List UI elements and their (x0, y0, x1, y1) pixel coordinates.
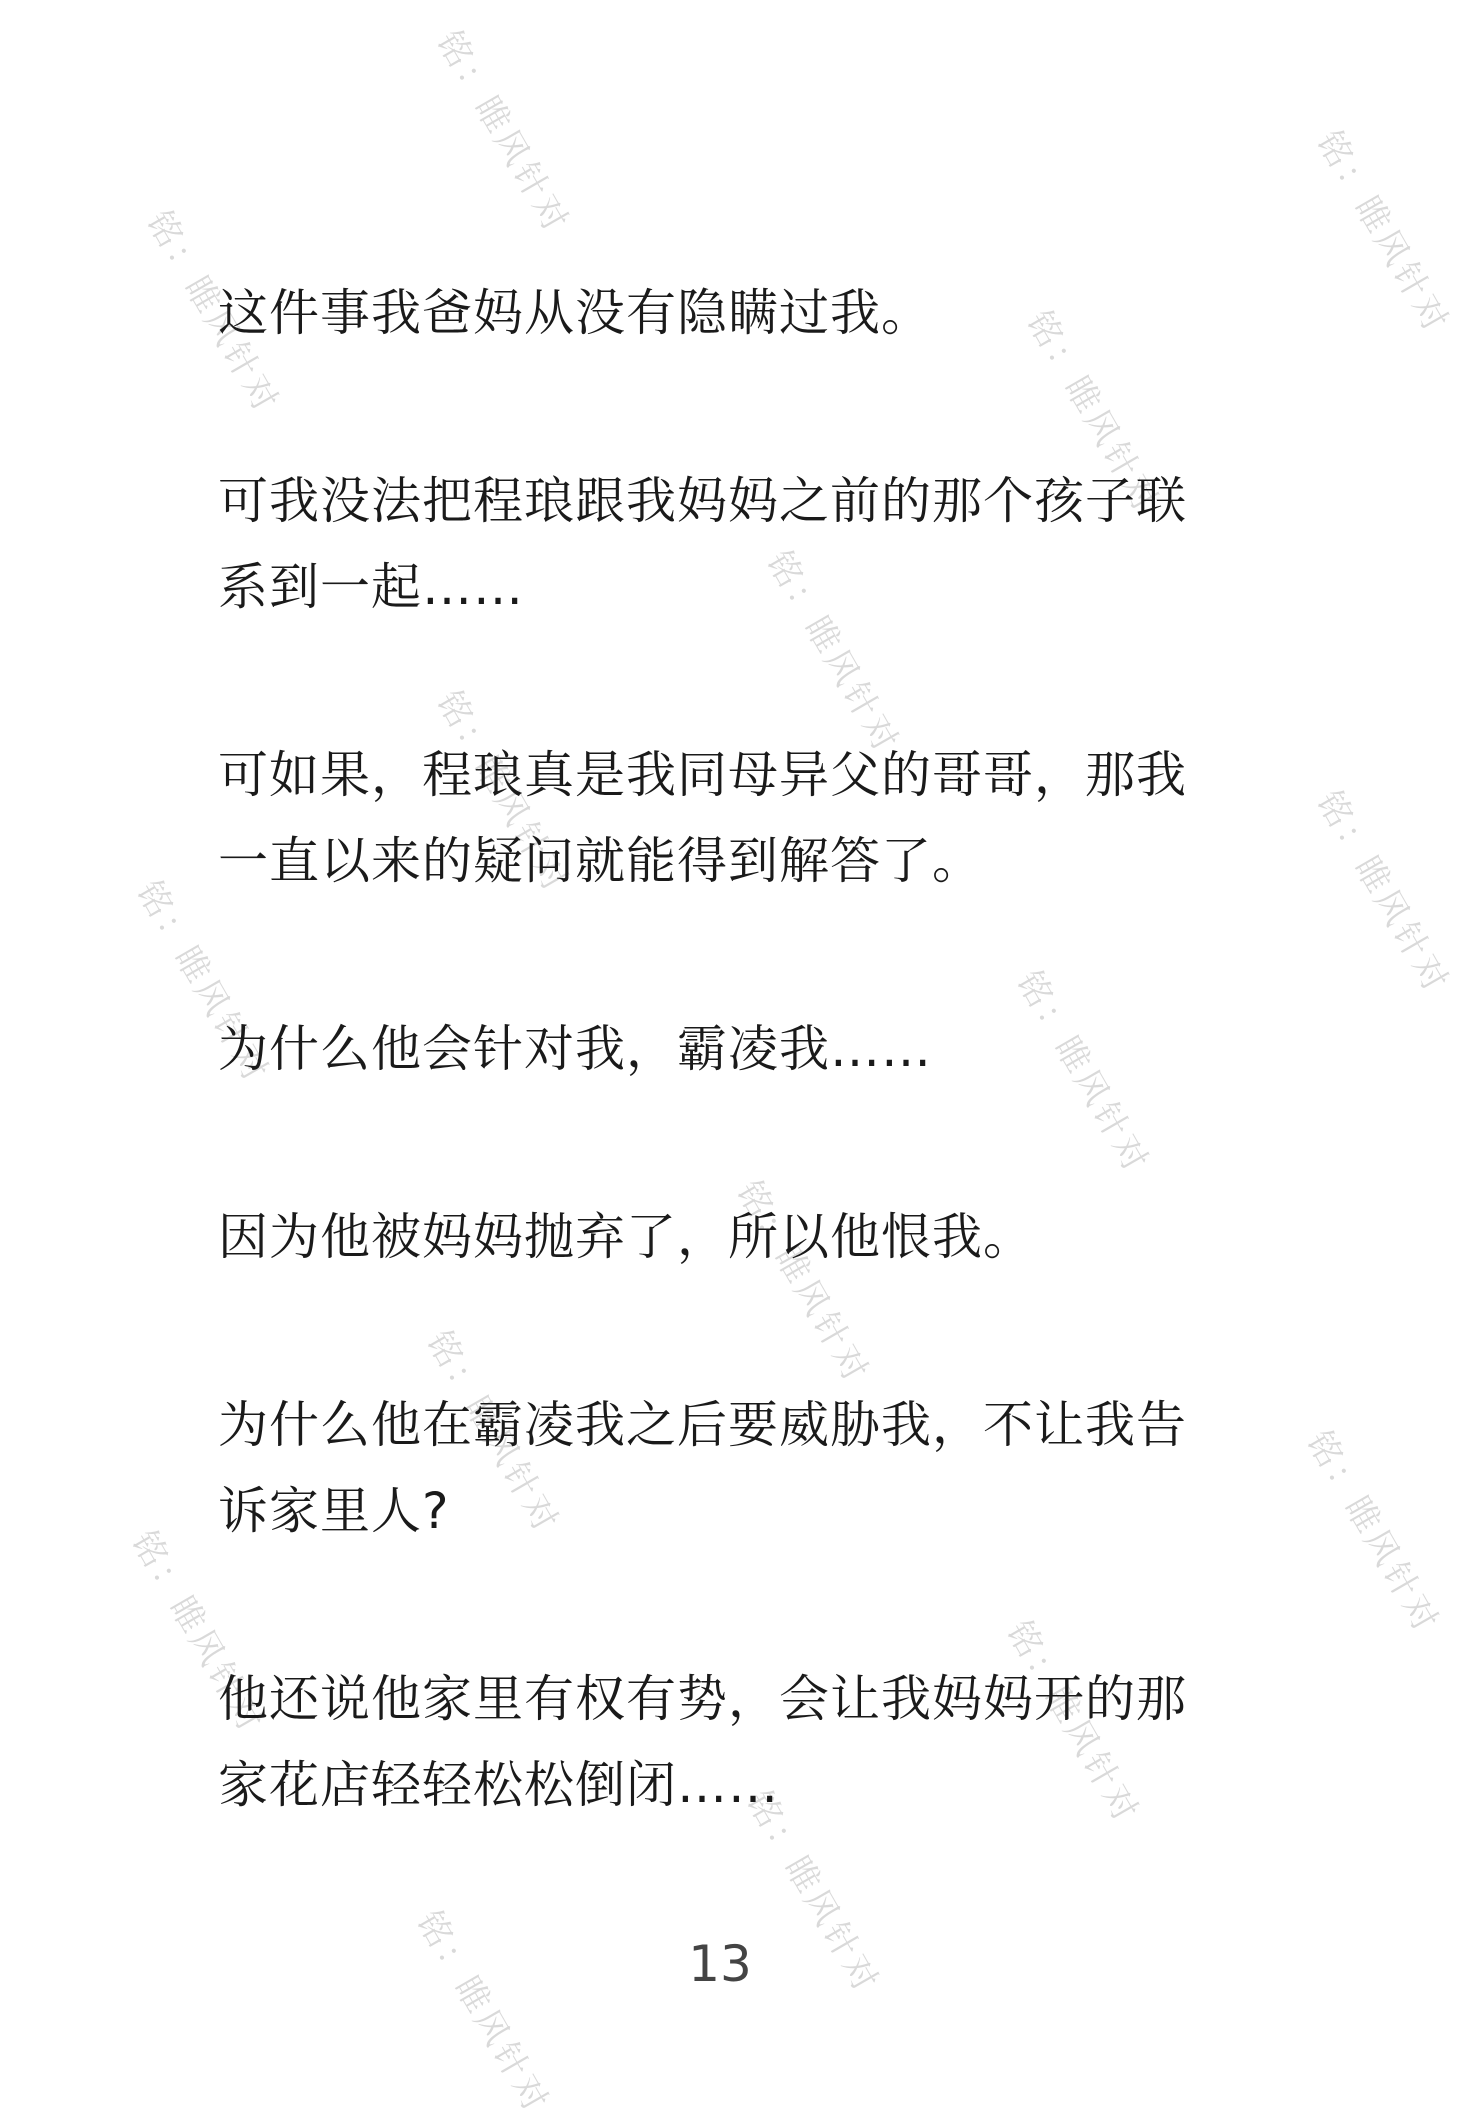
watermark: 铭：睢风针对 (428, 684, 578, 902)
paragraph: 他还说他家里有权有势，会让我妈妈开的那家花店轻轻松松倒闭…… (218, 1670, 1187, 1814)
watermark: 铭：睢风针对 (758, 544, 908, 762)
watermark: 铭：睢风针对 (138, 204, 288, 422)
watermark: 铭：睢风针对 (1018, 304, 1168, 522)
paragraph: 为什么他在霸凌我之后要威胁我，不让我告诉家里人? (218, 1396, 1187, 1540)
paragraph: 这件事我爸妈从没有隐瞒过我。 (218, 284, 932, 342)
watermark: 铭：睢风针对 (728, 1174, 878, 1392)
watermark: 铭：睢风针对 (428, 24, 578, 242)
watermark: 铭：睢风针对 (418, 1324, 568, 1542)
watermark: 铭：睢风针对 (1308, 124, 1458, 342)
watermark: 铭：睢风针对 (408, 1904, 558, 2122)
watermark: 铭：睢风针对 (128, 874, 278, 1092)
watermark: 铭：睢风针对 (1298, 1424, 1448, 1642)
page-number: 13 (688, 1935, 752, 1993)
paragraph: 因为他被妈妈抛弃了，所以他恨我。 (218, 1208, 1034, 1266)
watermark: 铭：睢风针对 (1308, 784, 1458, 1002)
paragraph: 为什么他会针对我，霸凌我…… (218, 1020, 932, 1078)
watermark: 铭：睢风针对 (998, 1614, 1148, 1832)
watermark: 铭：睢风针对 (738, 1784, 888, 2002)
paragraph: 可如果，程琅真是我同母异父的哥哥，那我一直以来的疑问就能得到解答了。 (218, 746, 1187, 890)
watermark: 铭：睢风针对 (1008, 964, 1158, 1182)
watermark: 铭：睢风针对 (123, 1524, 273, 1742)
article-body (218, 270, 1228, 1930)
paragraph: 可我没法把程琅跟我妈妈之前的那个孩子联系到一起…… (218, 472, 1187, 616)
